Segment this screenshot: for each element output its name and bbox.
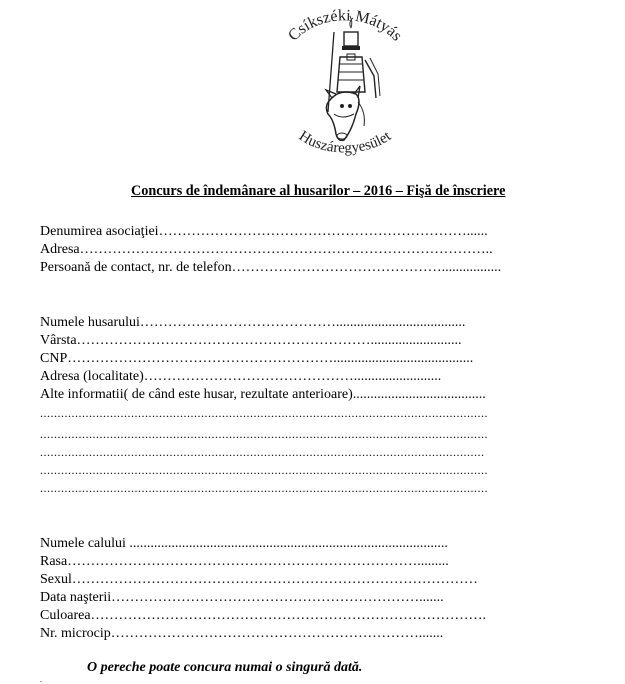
- association-name-label: Denumirea asociaţiei: [40, 224, 159, 239]
- horse-birthdate-dots: ………………………………………………………….......: [111, 590, 444, 605]
- hussar-emblem-icon: [270, 2, 420, 172]
- horse-name-dots: ...........................................................................................: [125, 536, 448, 551]
- horse-breed-field[interactable]: [40, 553, 560, 571]
- association-address-dots: ……………………………………………………………………………..: [79, 242, 493, 257]
- horse-birthdate-label: Data naşterii: [40, 590, 112, 605]
- association-address-label: Adresa: [40, 242, 80, 257]
- hussar-cnp-field[interactable]: [40, 350, 560, 368]
- horse-sex-field[interactable]: [40, 571, 560, 589]
- hussar-other-info-label: Alte informatii( de când este husar, rezultate anterioare): [40, 387, 353, 402]
- contact-person-field[interactable]: [40, 259, 560, 277]
- horse-sex-label: Sexul: [40, 572, 72, 587]
- horse-microchip-label: Nr. microcip: [40, 626, 111, 641]
- extra-info-line[interactable]: ................................................................................................................................: [40, 406, 488, 420]
- association-name-dots: …………………………………………………………......: [158, 224, 488, 239]
- hussar-locality-field[interactable]: [40, 368, 560, 386]
- logo-bottom-text: Huszáregyesület: [296, 128, 395, 157]
- hussar-name-dots: …………………………………….....................................: [139, 315, 466, 330]
- extra-info-line[interactable]: ................................................................................................................................: [40, 427, 488, 441]
- extra-info-line[interactable]: ................................................................................................................................: [40, 481, 488, 495]
- hussar-other-info-field[interactable]: [40, 386, 560, 404]
- horse-name-field[interactable]: [40, 535, 560, 553]
- contact-person-dots: ……………………………………….................: [231, 260, 502, 275]
- contact-person-label: Persoană de contact, nr. de telefon: [40, 260, 232, 275]
- association-name-field[interactable]: [40, 223, 560, 241]
- horse-name-label: Numele calului: [40, 536, 126, 551]
- horse-color-field[interactable]: [40, 607, 560, 625]
- horse-color-label: Culoarea: [40, 608, 91, 623]
- stray-dot: .: [40, 675, 42, 684]
- logo-top-text: Csíkszéki Mátyás: [285, 7, 406, 45]
- horse-microchip-dots: ………………………………………………………….......: [110, 626, 444, 641]
- horse-color-dots: ………………………………………………………………………….: [90, 608, 487, 623]
- hussar-locality-label: Adresa (localitate): [40, 369, 144, 384]
- horse-birthdate-field[interactable]: [40, 589, 560, 607]
- association-address-field[interactable]: [40, 241, 560, 259]
- hussar-name-field[interactable]: [40, 314, 560, 332]
- association-logo: [270, 2, 420, 172]
- hussar-name-label: Numele husarului: [40, 315, 140, 330]
- svg-text:Huszáregyesület: [296, 128, 395, 157]
- extra-info-line[interactable]: ................................................................................................................................: [40, 463, 488, 477]
- horse-microchip-field[interactable]: [40, 625, 560, 643]
- hussar-age-field[interactable]: [40, 332, 560, 350]
- hussar-locality-dots: ……………………………………….........................: [143, 369, 442, 384]
- hussar-cnp-label: CNP: [40, 351, 68, 366]
- horse-sex-dots: ……………………………………………………………………………: [71, 572, 478, 587]
- hussar-other-info-dots: ......................................: [352, 387, 486, 402]
- horse-breed-label: Rasa: [40, 554, 68, 569]
- hussar-age-dots: ………………………………………………………..........................: [76, 333, 462, 348]
- footer-note: O pereche poate concura numai o singură dată.: [87, 660, 363, 675]
- form-title: Concurs de îndemânare al husarilor – 2016 – Fişă de înscriere: [131, 183, 506, 199]
- extra-info-line[interactable]: ...............................................................................................................................: [40, 445, 485, 459]
- hussar-cnp-dots: …………………………………………………........................................: [67, 351, 474, 366]
- hussar-age-label: Vârsta: [40, 333, 77, 348]
- horse-breed-dots: ………………………………………………………………….........: [67, 554, 449, 569]
- svg-text:Csíkszéki Mátyás: [285, 7, 405, 44]
